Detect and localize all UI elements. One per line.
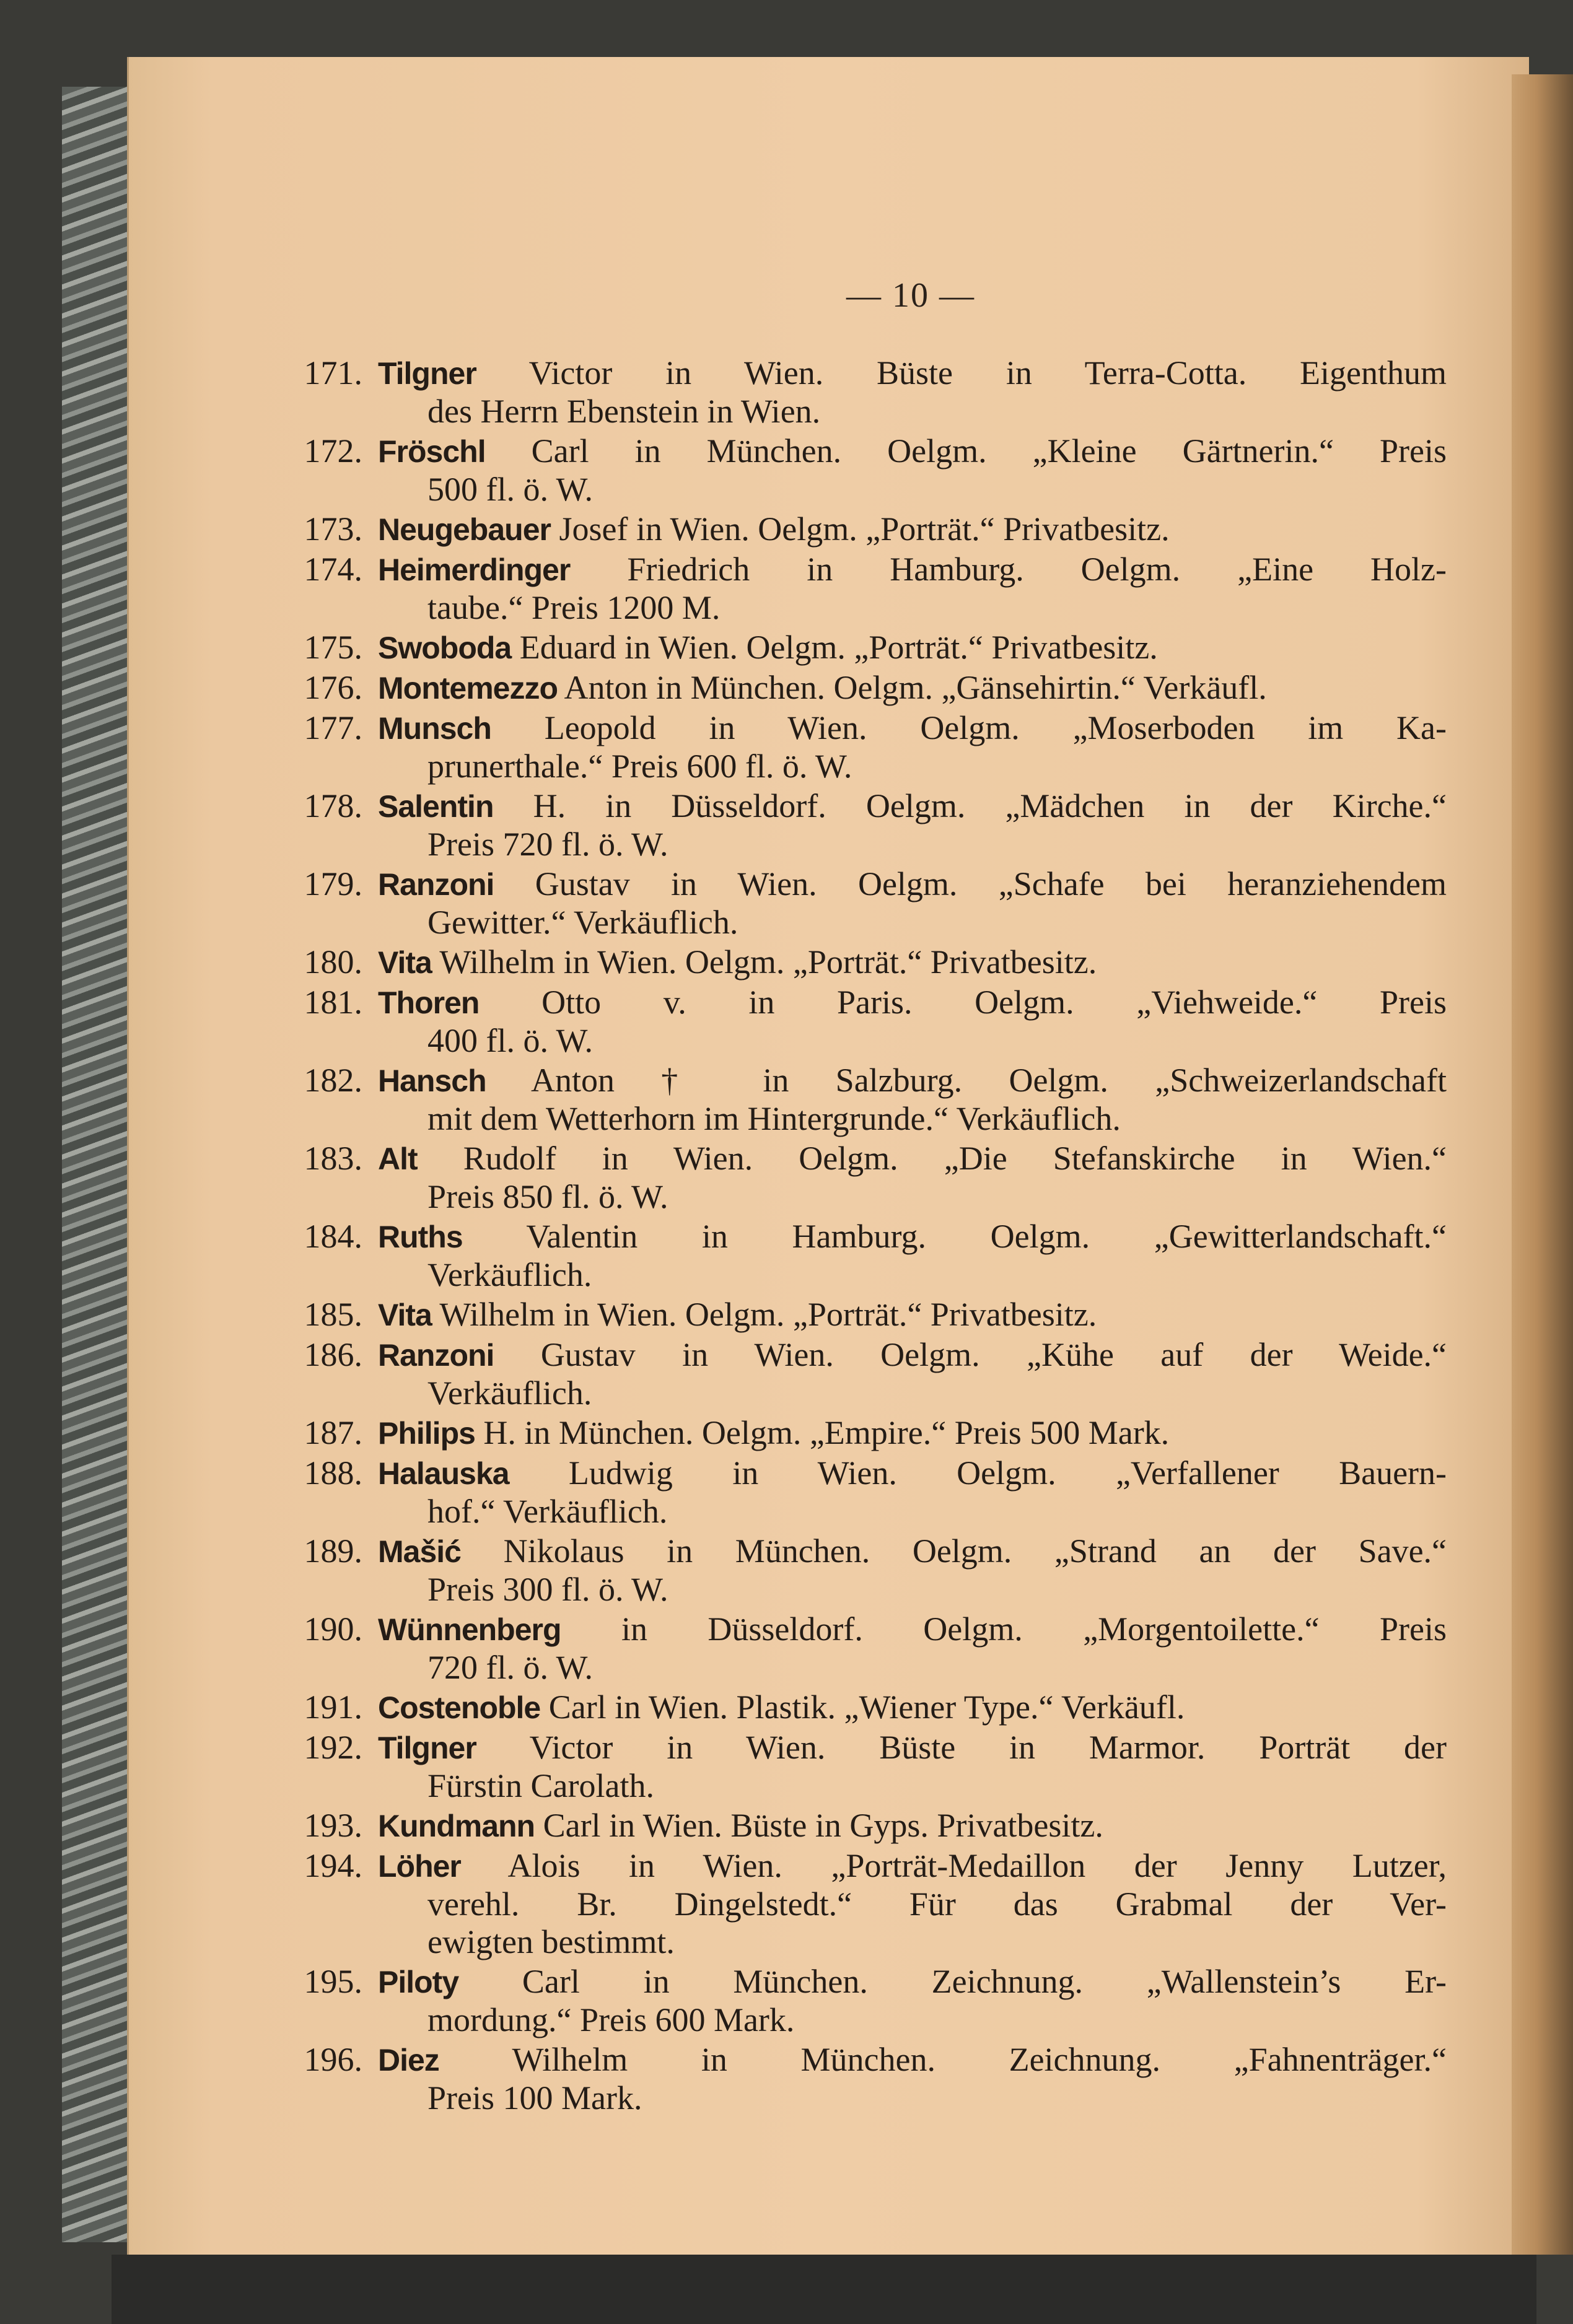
catalogue-entry — [304, 551, 1447, 627]
catalogue-entry — [304, 709, 1447, 785]
entry-number: 187. — [304, 1414, 362, 1451]
catalogue-entry — [304, 1454, 1447, 1531]
entry-number: 174. — [304, 551, 362, 588]
entry-text: Josef in Wien. Oelgm. „Porträt.“ Privatbesitz. — [559, 510, 1170, 548]
catalogue-entry — [304, 1532, 1447, 1609]
catalogue-entry — [304, 1062, 1447, 1138]
entry-text: Carl in München. Oelgm. „Kleine Gärtnerin.“ Preis — [531, 432, 1447, 470]
entry-text: H. in München. Oelgm. „Empire.“ Preis 500 Mark. — [483, 1414, 1170, 1451]
catalogue-entry — [304, 943, 1447, 982]
entry-number: 179. — [304, 865, 362, 902]
catalogue-entry — [304, 432, 1447, 509]
entry-continuation-line: Fürstin Carolath. — [427, 1767, 654, 1804]
entry-number: 183. — [304, 1140, 362, 1177]
entry-first-line — [378, 1062, 1447, 1100]
artist-name: Costenoble — [378, 1690, 541, 1725]
entry-continuation-line: des Herrn Ebenstein in Wien. — [427, 393, 821, 430]
entry-continuation-line: 720 fl. ö. W. — [427, 1649, 594, 1686]
entry-number: 192. — [304, 1729, 362, 1766]
entry-number: 177. — [304, 709, 362, 746]
entry-first-line — [378, 432, 1447, 471]
catalogue-entry — [304, 629, 1447, 667]
entry-first-line — [378, 1336, 1447, 1374]
entry-text: Alois in Wien. „Porträt-Medaillon der Jenny Lutzer, — [507, 1847, 1447, 1884]
entry-text: Ludwig in Wien. Oelgm. „Verfallener Bauern- — [568, 1454, 1447, 1492]
page-number: — 10 — — [846, 276, 975, 315]
catalogue-entry — [304, 1218, 1447, 1294]
entry-continuation-line: 400 fl. ö. W. — [427, 1022, 594, 1059]
entry-number: 190. — [304, 1610, 362, 1648]
entry-continuation-line: 500 fl. ö. W. — [427, 471, 594, 508]
entry-text: Otto v. in Paris. Oelgm. „Viehweide.“ Preis — [541, 984, 1447, 1021]
entry-text: Carl in Wien. Plastik. „Wiener Type.“ Verkäufl. — [548, 1688, 1185, 1726]
entry-number: 195. — [304, 1963, 362, 2000]
entry-first-line — [378, 1688, 1447, 1727]
artist-name: Tilgner — [378, 1731, 476, 1765]
catalogue-entry — [304, 1688, 1447, 1727]
artist-name: Vita — [378, 1298, 432, 1332]
entry-number: 184. — [304, 1218, 362, 1255]
entry-text: Wilhelm in Wien. Oelgm. „Porträt.“ Privatbesitz. — [439, 1296, 1097, 1333]
entry-number: 181. — [304, 984, 362, 1021]
artist-name: Munsch — [378, 711, 491, 746]
entry-number: 191. — [304, 1688, 362, 1726]
artist-name: Diez — [378, 2043, 439, 2077]
entry-text: Wilhelm in München. Zeichnung. „Fahnenträger.“ — [512, 2041, 1447, 2078]
entry-number: 186. — [304, 1336, 362, 1373]
artist-name: Montemezzo — [378, 671, 558, 706]
entry-continuation-line: hof.“ Verkäuflich. — [427, 1493, 668, 1530]
entry-text: Carl in Wien. Büste in Gyps. Privatbesitz. — [543, 1807, 1103, 1844]
entry-number: 185. — [304, 1296, 362, 1333]
entry-first-line — [378, 1847, 1447, 1885]
entry-continuation-line: Preis 300 fl. ö. W. — [427, 1571, 668, 1608]
artist-name: Halauska — [378, 1456, 509, 1491]
artist-name: Vita — [378, 945, 432, 980]
entry-number: 178. — [304, 787, 362, 824]
entry-text: Victor in Wien. Büste in Terra-Cotta. Eigenthum — [528, 354, 1447, 391]
entry-first-line — [378, 510, 1447, 549]
book-bottom — [112, 2255, 1536, 2324]
entry-text: H. in Düsseldorf. Oelgm. „Mädchen in der Kirche.“ — [533, 787, 1447, 824]
catalogue-entry — [304, 787, 1447, 863]
entry-text: in Düsseldorf. Oelgm. „Morgentoilette.“ Preis — [621, 1610, 1447, 1648]
entry-first-line — [378, 1140, 1447, 1178]
entry-number: 176. — [304, 669, 362, 706]
catalogue-entry — [304, 1847, 1447, 1961]
entry-number: 188. — [304, 1454, 362, 1492]
artist-name: Fröschl — [378, 434, 486, 469]
entry-continuation-line: mordung.“ Preis 600 Mark. — [427, 2001, 795, 2038]
entry-continuation-line: ewigten bestimmt. — [427, 1923, 675, 1960]
artist-name: Philips — [378, 1416, 475, 1451]
entry-text: Nikolaus in München. Oelgm. „Strand an der Save.“ — [503, 1532, 1447, 1570]
entry-text: Anton † in Salzburg. Oelgm. „Schweizerlandschaft — [530, 1062, 1447, 1099]
catalogue-entry — [304, 865, 1447, 941]
entry-number: 172. — [304, 432, 362, 470]
artist-name: Alt — [378, 1142, 418, 1176]
artist-name: Salentin — [378, 789, 494, 824]
artist-name: Thoren — [378, 985, 480, 1020]
entry-text: Anton in München. Oelgm. „Gänsehirtin.“ Verkäufl. — [564, 669, 1267, 706]
entry-first-line — [378, 1807, 1447, 1845]
entry-text: Friedrich in Hamburg. Oelgm. „Eine Holz- — [627, 551, 1447, 588]
entry-first-line — [378, 1454, 1447, 1493]
entry-first-line — [378, 709, 1447, 748]
entry-number: 180. — [304, 943, 362, 981]
entry-first-line — [378, 629, 1447, 667]
entry-first-line — [378, 787, 1447, 826]
artist-name: Löher — [378, 1849, 461, 1884]
entry-first-line — [378, 1414, 1447, 1452]
entry-first-line — [378, 1218, 1447, 1256]
catalogue-entry — [304, 1140, 1447, 1216]
entry-text: Wilhelm in Wien. Oelgm. „Porträt.“ Privatbesitz. — [439, 943, 1097, 981]
catalogue-entry — [304, 510, 1447, 549]
catalogue-entry — [304, 1414, 1447, 1452]
entry-first-line — [378, 984, 1447, 1022]
catalogue-entry — [304, 984, 1447, 1060]
entry-text: Victor in Wien. Büste in Marmor. Porträt der — [529, 1729, 1447, 1766]
artist-name: Tilgner — [378, 356, 476, 391]
artist-name: Ranzoni — [378, 867, 494, 902]
entry-text: Valentin in Hamburg. Oelgm. „Gewitterlandschaft.“ — [526, 1218, 1447, 1255]
artist-name: Wünnenberg — [378, 1612, 561, 1647]
entry-continuation-line: verehl. Br. Dingelstedt.“ Für das Grabmal der Ver- — [427, 1885, 1447, 1923]
entry-first-line — [378, 1729, 1447, 1767]
entry-text: Carl in München. Zeichnung. „Wallenstein’s Er- — [522, 1963, 1447, 2000]
entry-first-line — [378, 2041, 1447, 2079]
entry-text: Eduard in Wien. Oelgm. „Porträt.“ Privatbesitz. — [519, 629, 1158, 666]
entry-continuation-line: mit dem Wetterhorn im Hintergrunde.“ Verkäuflich. — [427, 1100, 1121, 1137]
entry-text: Gustav in Wien. Oelgm. „Kühe auf der Weide.“ — [540, 1336, 1447, 1373]
entry-continuation-line: Preis 720 fl. ö. W. — [427, 826, 668, 863]
entry-text: Gustav in Wien. Oelgm. „Schafe bei heranziehendem — [535, 865, 1447, 902]
catalogue-entry — [304, 1296, 1447, 1334]
entry-number: 193. — [304, 1807, 362, 1844]
entry-text: Leopold in Wien. Oelgm. „Moserboden im Ka- — [544, 709, 1447, 746]
catalogue-entry — [304, 669, 1447, 707]
artist-name: Ranzoni — [378, 1338, 494, 1373]
catalogue-entry — [304, 1963, 1447, 2039]
entry-first-line — [378, 943, 1447, 982]
artist-name: Kundmann — [378, 1809, 535, 1843]
entry-continuation-line: Verkäuflich. — [427, 1256, 592, 1293]
entry-number: 196. — [304, 2041, 362, 2078]
catalogue-entry — [304, 1729, 1447, 1805]
entry-first-line — [378, 1963, 1447, 2001]
entry-continuation-line: Gewitter.“ Verkäuflich. — [427, 904, 738, 941]
entry-number: 182. — [304, 1062, 362, 1099]
entry-continuation-line: prunerthale.“ Preis 600 fl. ö. W. — [427, 748, 852, 785]
entry-first-line — [378, 354, 1447, 393]
catalogue-entry — [304, 1336, 1447, 1412]
entry-number: 171. — [304, 354, 362, 391]
artist-name: Ruths — [378, 1220, 463, 1254]
entry-first-line — [378, 551, 1447, 589]
entry-number: 194. — [304, 1847, 362, 1884]
catalogue-entry — [304, 2041, 1447, 2117]
catalogue-entry — [304, 1610, 1447, 1687]
entry-first-line — [378, 1610, 1447, 1649]
catalogue-entry — [304, 354, 1447, 430]
artist-name: Mašić — [378, 1534, 461, 1569]
artist-name: Hansch — [378, 1064, 486, 1098]
entry-continuation-line: Preis 100 Mark. — [427, 2079, 642, 2116]
entry-first-line — [378, 865, 1447, 904]
entry-continuation-line: Preis 850 fl. ö. W. — [427, 1178, 668, 1215]
artist-name: Neugebauer — [378, 512, 551, 547]
artist-name: Piloty — [378, 1965, 459, 1999]
entry-first-line — [378, 669, 1447, 707]
entry-number: 175. — [304, 629, 362, 666]
artist-name: Heimerdinger — [378, 553, 571, 587]
entry-text: Rudolf in Wien. Oelgm. „Die Stefanskirche in Wien.“ — [463, 1140, 1447, 1177]
entry-number: 173. — [304, 510, 362, 548]
artist-name: Swoboda — [378, 631, 512, 665]
entry-first-line — [378, 1296, 1447, 1334]
page-edge — [1512, 74, 1573, 2255]
entry-continuation-line: taube.“ Preis 1200 M. — [427, 589, 721, 626]
entry-continuation-line: Verkäuflich. — [427, 1374, 592, 1412]
entry-number: 189. — [304, 1532, 362, 1570]
entry-first-line — [378, 1532, 1447, 1571]
catalogue-entry — [304, 1807, 1447, 1845]
